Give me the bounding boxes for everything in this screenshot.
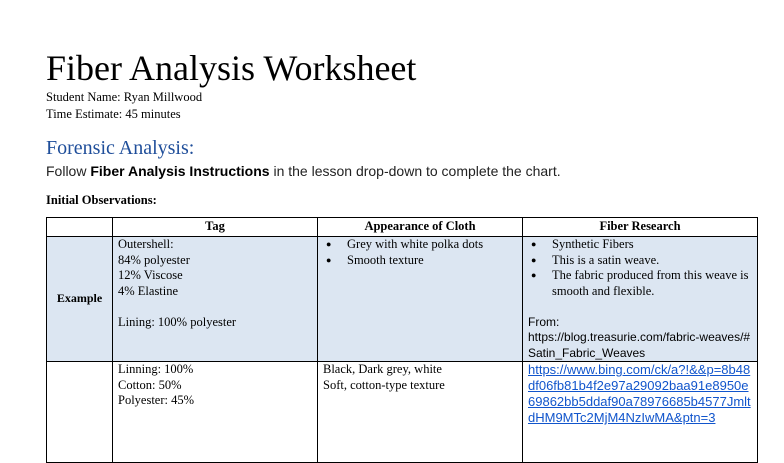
- instruction-bold: Fiber Analysis Instructions: [90, 163, 270, 179]
- research-link[interactable]: https://www.bing.com/ck/a?!&&p=8b48df06fb81b4f2e97a29092baa91e8950e69862bb5ddaf90a78976685b4577JmltdHM9MTc2MjM4NzIwMA&ptn=3: [528, 362, 751, 425]
- example-tag-line: 84% polyester: [118, 252, 190, 267]
- student-name: Student Name: Ryan Millwood: [46, 90, 203, 104]
- bullet-item: ● This is a satin weave.: [528, 253, 752, 269]
- spacer: [528, 299, 752, 315]
- section-heading: Forensic Analysis:: [46, 137, 195, 159]
- example-tag-line: 12% Viscose: [118, 268, 183, 282]
- bullet-item: ● Grey with white polka dots: [323, 237, 517, 253]
- example-tag-line: Lining: 100% polyester: [118, 314, 237, 329]
- appearance-line: Soft, cotton-type texture: [323, 377, 445, 392]
- tag-line: Polyester: 45%: [118, 393, 195, 407]
- tag-line: Cotton: 50%: [118, 377, 182, 392]
- row-label-example: Example: [47, 237, 113, 362]
- row-label: [47, 362, 113, 463]
- fiber-table: [46, 217, 758, 463]
- instruction-text: [46, 162, 561, 180]
- appearance-line: Black, Dark grey, white: [323, 362, 442, 376]
- source-url: https://blog.treasurie.com/fabric-weaves/#Satin_Fabric_Weaves: [528, 330, 751, 360]
- example-tag-line: Outershell:: [118, 237, 174, 251]
- tag-cell[interactable]: [113, 362, 318, 463]
- observations-label: Initial Observations:: [46, 193, 157, 207]
- bullet-item: ● Synthetic Fibers: [528, 237, 752, 253]
- example-tag-line: 4% Elastine: [118, 283, 179, 298]
- header-tag: Tag: [113, 218, 318, 237]
- table-row: [47, 362, 758, 463]
- appearance-cell[interactable]: [318, 362, 523, 463]
- time-estimate: Time Estimate: 45 minutes: [46, 107, 181, 121]
- example-tag-cell[interactable]: [113, 237, 318, 362]
- example-appearance-cell[interactable]: [318, 237, 523, 362]
- bullet-item: ● Smooth texture: [323, 253, 517, 269]
- example-research-cell[interactable]: [523, 237, 758, 362]
- tag-line: Linning: 100%: [118, 362, 194, 376]
- header-research: Fiber Research: [523, 218, 758, 237]
- header-blank: [47, 218, 113, 237]
- bullet-item: ● The fabric produced from this weave is smooth and flexible.: [528, 268, 752, 299]
- instruction-prefix: Follow: [46, 163, 91, 179]
- research-cell[interactable]: [523, 362, 758, 463]
- document-title: Fiber Analysis Worksheet: [46, 48, 417, 88]
- source-label: From:: [528, 314, 560, 329]
- table-row-example: [47, 237, 758, 362]
- header-appearance: Appearance of Cloth: [318, 218, 523, 237]
- instruction-suffix: in the lesson drop-down to complete the chart.: [269, 163, 561, 179]
- table-header-row: [47, 218, 758, 237]
- spacer: [118, 299, 312, 315]
